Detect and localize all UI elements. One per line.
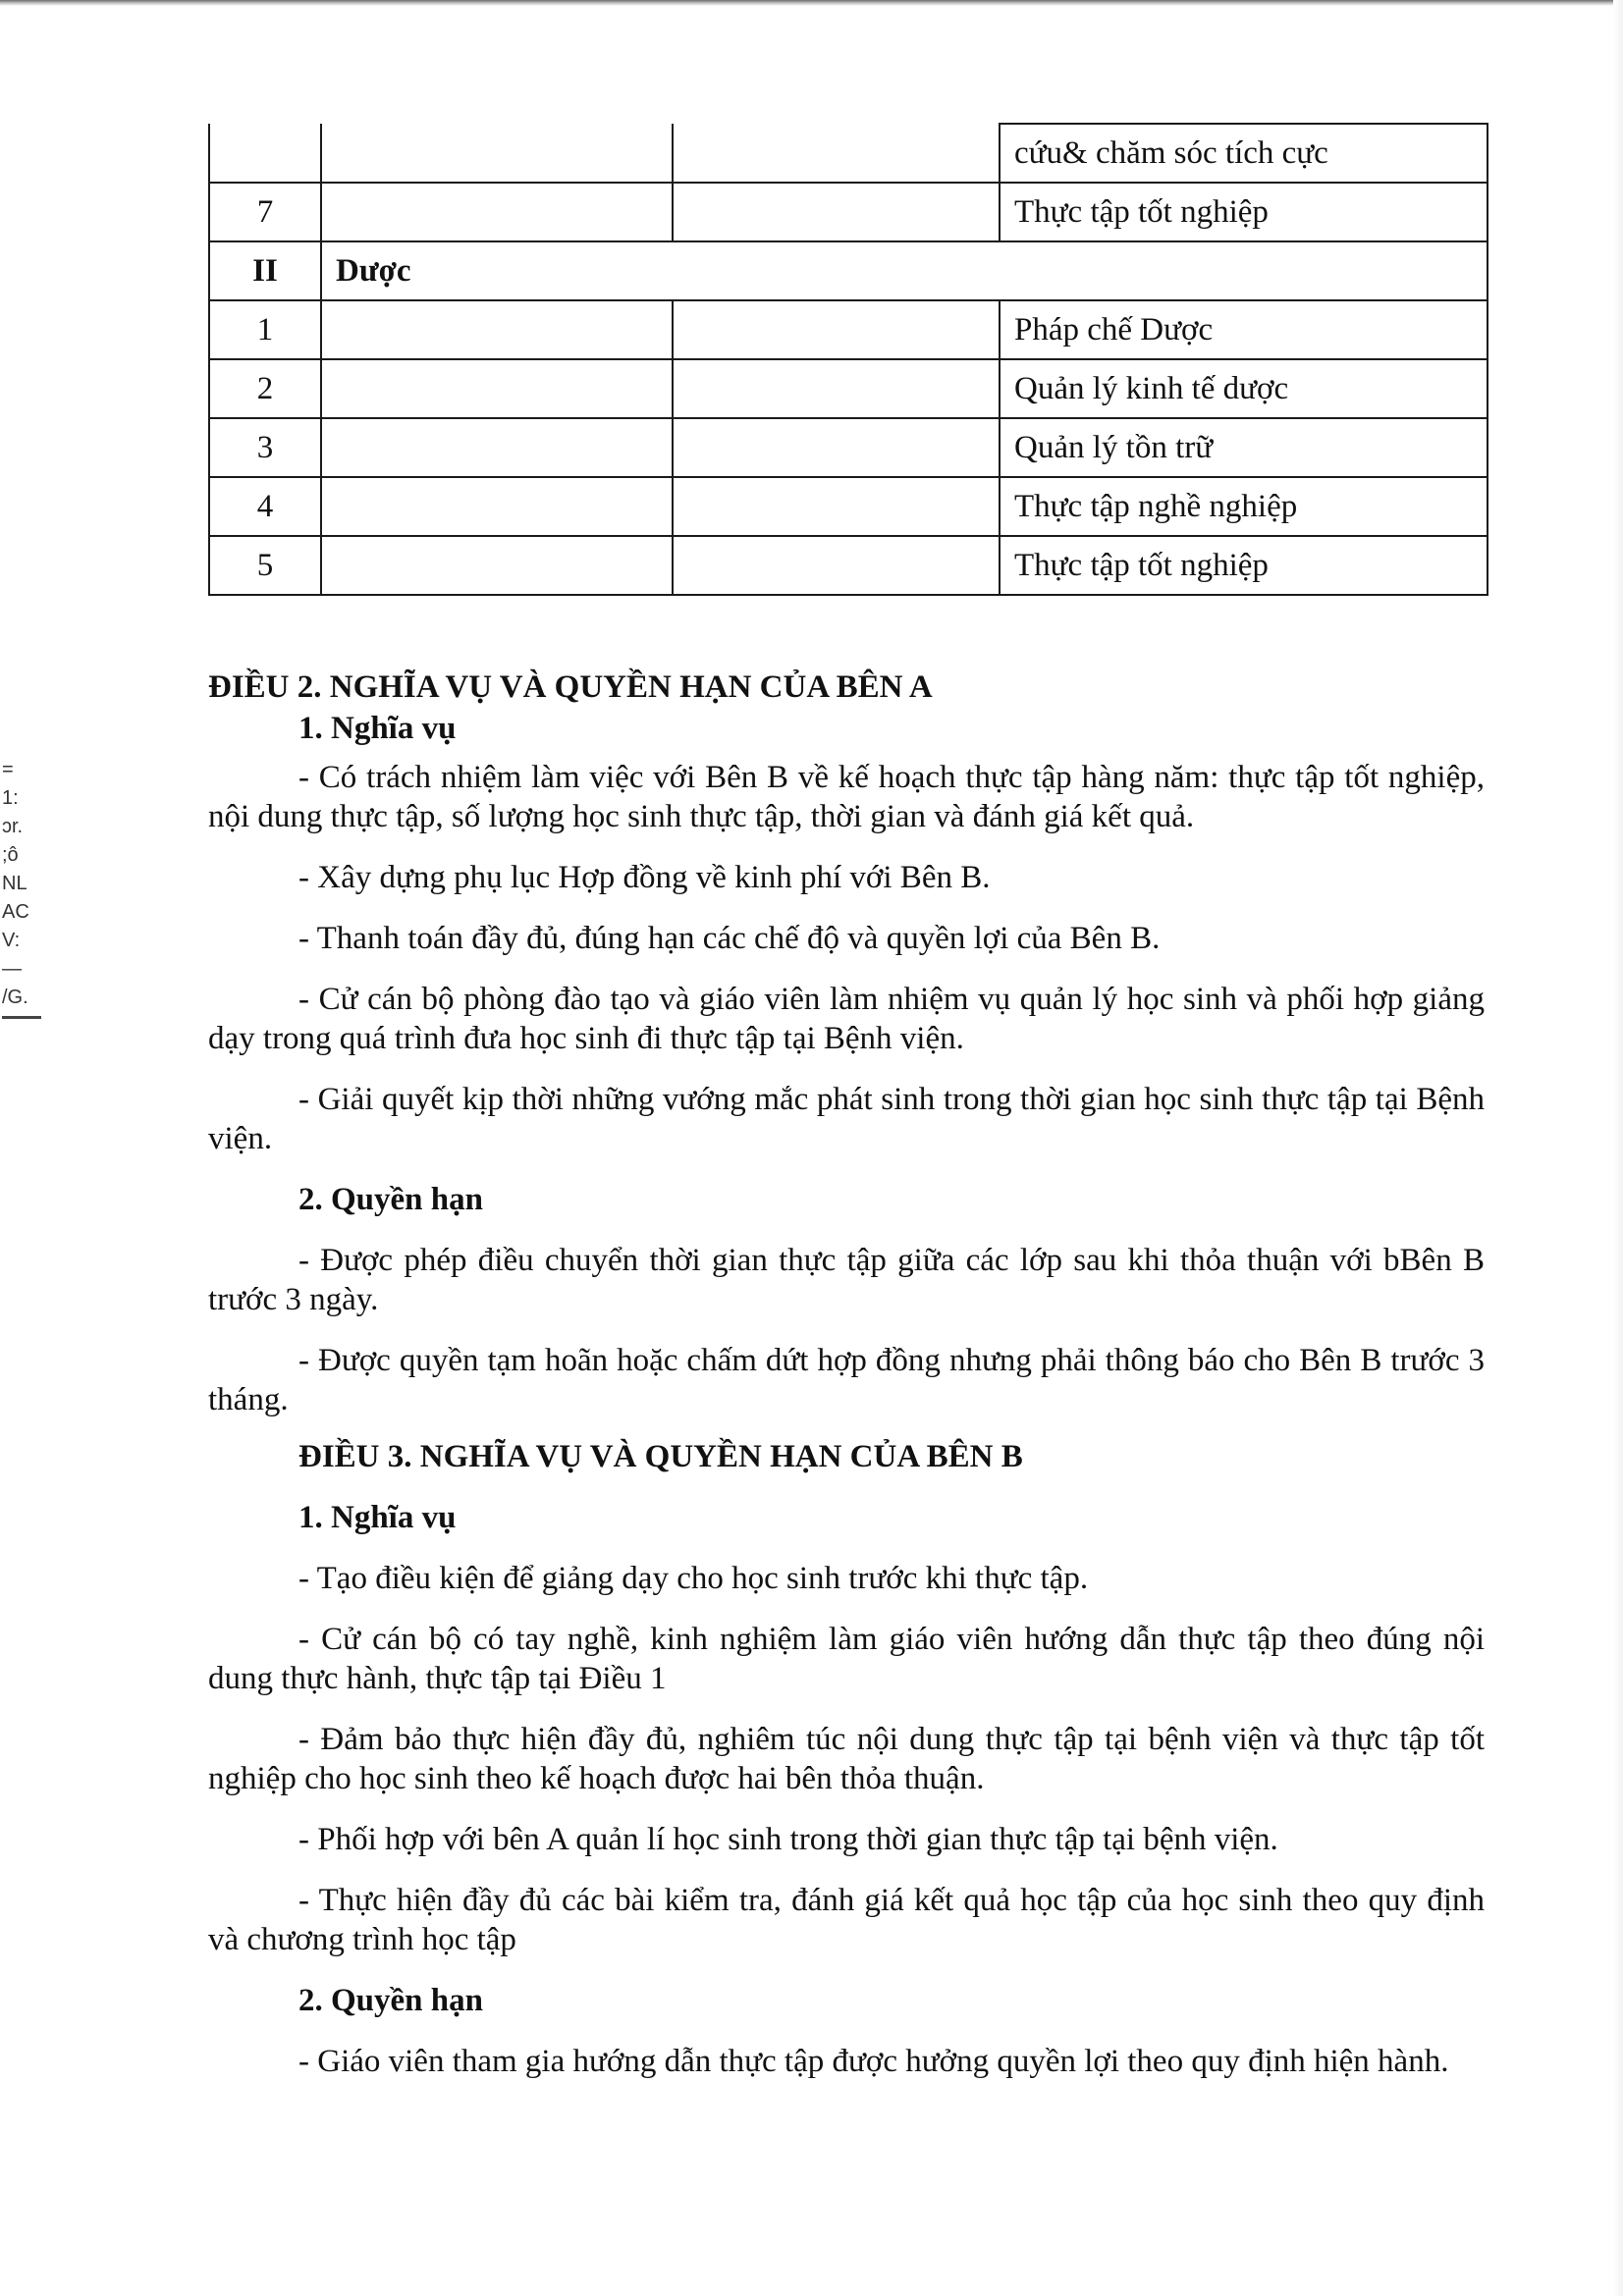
spacer — [208, 1598, 1485, 1620]
table-cell — [673, 300, 1000, 359]
table-row — [209, 124, 1488, 183]
table-cell-stt: 3 — [209, 418, 321, 477]
table-cell-stt: 5 — [209, 536, 321, 595]
table-row — [209, 300, 1488, 359]
spacer — [208, 748, 1485, 758]
paragraph: - Giải quyết kịp thời những vướng mắc phát sinh trong thời gian học sinh thực tập tại Bệnh viện. — [208, 1082, 1485, 1156]
table-row — [209, 418, 1488, 477]
margin-mark: NL — [2, 873, 27, 894]
table-cell — [673, 477, 1000, 536]
table-cell — [321, 536, 673, 595]
spacer — [208, 1158, 1485, 1180]
spacer — [208, 1859, 1485, 1881]
table-group-title: Dược — [321, 241, 1488, 300]
table-cell-stt — [209, 124, 321, 183]
article-2-title: ĐIỀU 2. NGHĨA VỤ VÀ QUYỀN HẠN CỦA BÊN A — [208, 669, 933, 705]
paragraph: - Có trách nhiệm làm việc với Bên B về kế hoạch thực tập hàng năm: thực tập tốt nghiệp, nội dung thực tập, số lượng học sinh thực tập, thời gian và đánh giá kết quả. — [208, 760, 1485, 834]
table-cell-stt: 7 — [209, 183, 321, 241]
margin-mark: — — [2, 958, 22, 980]
spacer — [208, 1319, 1485, 1341]
training-program-table — [208, 123, 1488, 596]
spacer — [208, 1219, 1485, 1241]
article-2-rights-heading: 2. Quyền hạn — [298, 1182, 483, 1217]
table-cell-content: Thực tập nghề nghiệp — [1000, 477, 1488, 536]
table-cell — [321, 477, 673, 536]
document-body — [208, 667, 1485, 2081]
paragraph: - Được phép điều chuyển thời gian thực tập giữa các lớp sau khi thỏa thuận với bBên B trước 3 ngày. — [208, 1243, 1485, 1317]
table-cell-stt: II — [209, 241, 321, 300]
article-3-title: ĐIỀU 3. NGHĨA VỤ VÀ QUYỀN HẠN CỦA BÊN B — [298, 1439, 1023, 1474]
table-row-group — [209, 241, 1488, 300]
spacer — [208, 1537, 1485, 1559]
spacer — [208, 836, 1485, 858]
table-cell — [321, 124, 673, 183]
spacer — [208, 1798, 1485, 1820]
spacer — [208, 2020, 1485, 2042]
paragraph: - Cử cán bộ có tay nghề, kinh nghiệm làm giáo viên hướng dẫn thực tập theo đúng nội dung thực hành, thực tập tại Điều 1 — [208, 1622, 1485, 1696]
margin-mark: = — [2, 759, 14, 780]
paragraph: - Thanh toán đầy đủ, đúng hạn các chế độ và quyền lợi của Bên B. — [298, 921, 1161, 956]
table-cell — [321, 183, 673, 241]
table-cell-content: cứu& chăm sóc tích cực — [1000, 124, 1488, 183]
table-cell — [673, 124, 1000, 183]
spacer — [208, 1959, 1485, 1981]
table-cell-content: Quản lý kinh tế dược — [1000, 359, 1488, 418]
table-cell-content: Pháp chế Dược — [1000, 300, 1488, 359]
paragraph: - Xây dựng phụ lục Hợp đồng về kinh phí với Bên B. — [298, 860, 991, 895]
spacer — [208, 1419, 1485, 1437]
paragraph: - Đảm bảo thực hiện đầy đủ, nghiêm túc nội dung thực tập tại bệnh viện và thực tập tốt nghiệp cho học sinh theo kế hoạch được hai bên thỏa thuận. — [208, 1722, 1485, 1796]
table-cell-stt: 4 — [209, 477, 321, 536]
spacer — [208, 958, 1485, 980]
paragraph: - Tạo điều kiện để giảng dạy cho học sinh trước khi thực tập. — [298, 1561, 1089, 1596]
scan-top-edge — [0, 0, 1623, 6]
table-cell-content: Thực tập tốt nghiệp — [1000, 183, 1488, 241]
article-3-rights-heading: 2. Quyền hạn — [298, 1983, 483, 2018]
margin-mark: ɔr. — [2, 816, 24, 837]
article-3-duties-heading: 1. Nghĩa vụ — [298, 1500, 457, 1535]
table-row — [209, 477, 1488, 536]
paragraph: - Cử cán bộ phòng đào tạo và giáo viên làm nhiệm vụ quản lý học sinh và phối hợp giảng dạy trong quá trình đưa học sinh đi thực tập tại Bệnh viện. — [208, 982, 1485, 1056]
table-cell-content: Thực tập tốt nghiệp — [1000, 536, 1488, 595]
spacer — [208, 1698, 1485, 1720]
scan-right-edge — [1613, 0, 1623, 2296]
table-cell — [673, 418, 1000, 477]
table-cell — [673, 536, 1000, 595]
margin-mark: /G. — [2, 987, 28, 1008]
table-cell — [321, 359, 673, 418]
spacer — [208, 897, 1485, 919]
table-row — [209, 536, 1488, 595]
table-cell — [321, 300, 673, 359]
table-row — [209, 183, 1488, 241]
table-row — [209, 359, 1488, 418]
spacer — [208, 1058, 1485, 1080]
paragraph: - Thực hiện đầy đủ các bài kiểm tra, đánh giá kết quả học tập của học sinh theo quy định và chương trình học tập — [208, 1883, 1485, 1957]
table-cell — [673, 359, 1000, 418]
table-cell — [321, 418, 673, 477]
margin-mark: V: — [2, 930, 21, 951]
paragraph: - Giáo viên tham gia hướng dẫn thực tập được hưởng quyền lợi theo quy định hiện hành. — [298, 2044, 1449, 2079]
table-cell — [673, 183, 1000, 241]
margin-mark: AC — [2, 901, 29, 923]
table-cell-stt: 1 — [209, 300, 321, 359]
table-cell-stt: 2 — [209, 359, 321, 418]
binding-margin-marks — [2, 756, 49, 1041]
margin-stroke — [2, 1016, 41, 1019]
paragraph: - Phối hợp với bên A quản lí học sinh trong thời gian thực tập tại bệnh viện. — [298, 1822, 1278, 1857]
spacer — [208, 1476, 1485, 1498]
margin-mark: ;ô — [2, 844, 19, 866]
article-2-duties-heading: 1. Nghĩa vụ — [298, 711, 457, 746]
paragraph: - Được quyền tạm hoãn hoặc chấm dứt hợp đồng nhưng phải thông báo cho Bên B trước 3 tháng. — [208, 1343, 1485, 1417]
table-cell-content: Quản lý tồn trữ — [1000, 418, 1488, 477]
margin-mark: 1: — [2, 787, 19, 809]
